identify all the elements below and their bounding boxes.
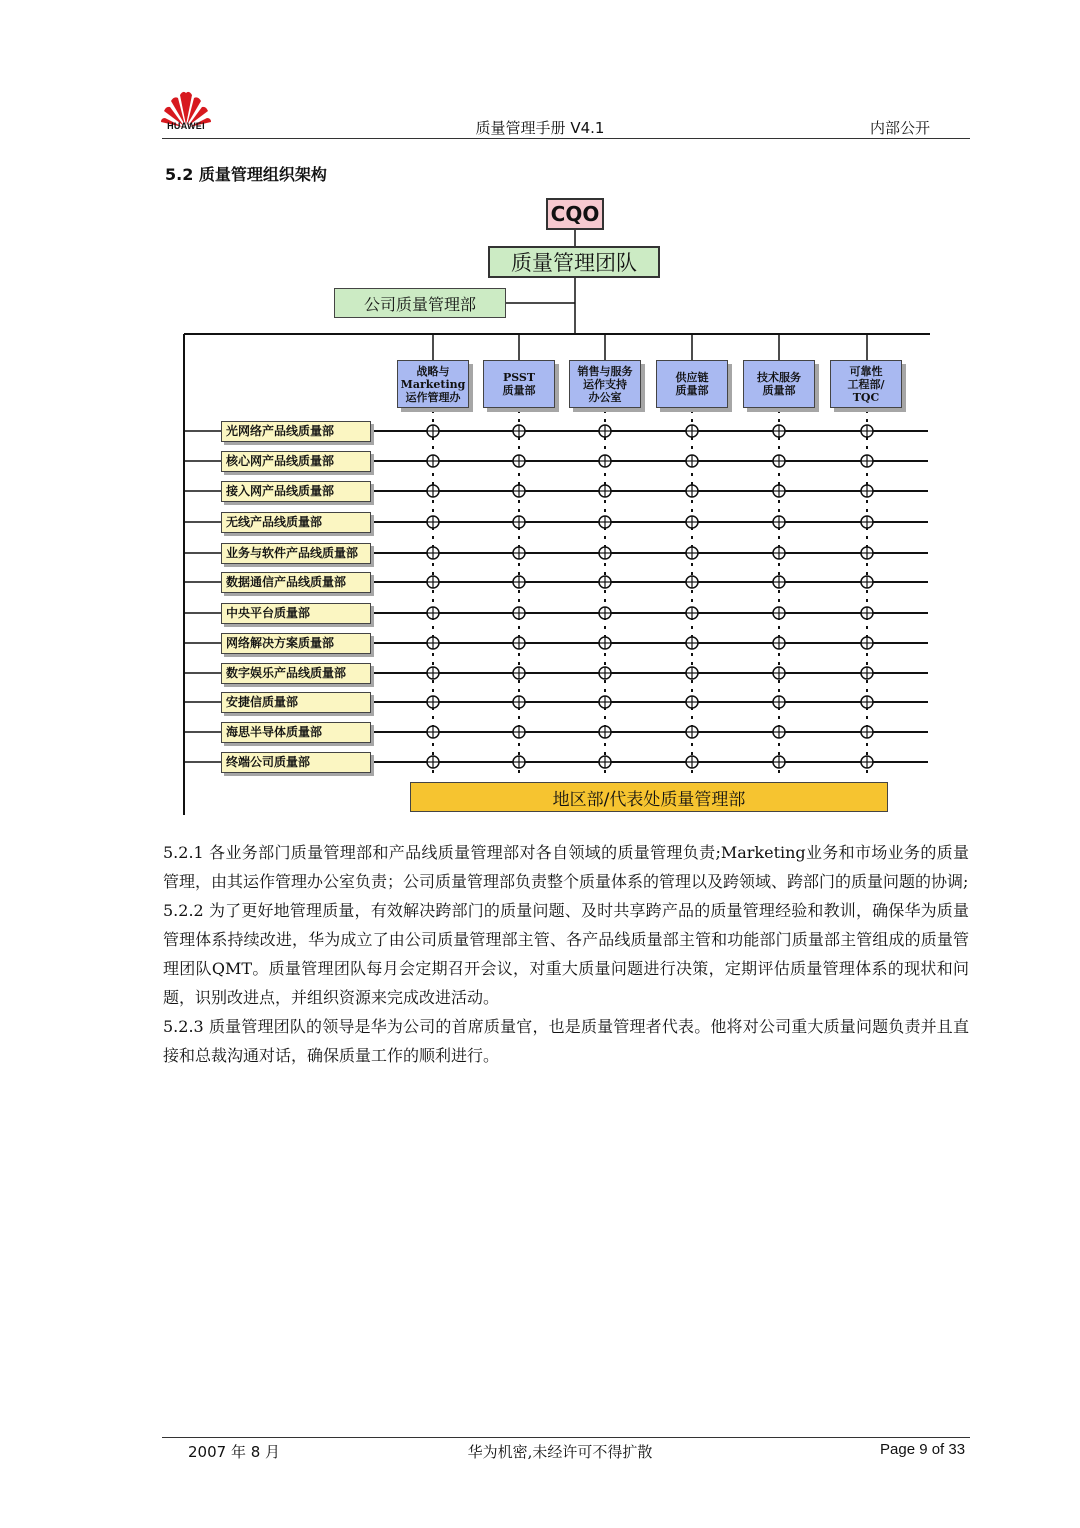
row-box: 核心网产品线质量部 bbox=[221, 451, 371, 472]
corporate-quality-dept-box: 公司质量管理部 bbox=[334, 288, 506, 318]
row-box: 业务与软件产品线质量部 bbox=[221, 543, 371, 564]
quality-team-box: 质量管理团队 bbox=[488, 246, 660, 278]
paragraph: 5.2.2 为了更好地管理质量，有效解决跨部门的质量问题、及时共享跨产品的质量管理经验和教训，确保华为质量管理体系持续改进，华为成立了由公司质量管理部主管、各产品线质量部主管和功能部门质量部主管组成的质量管理团队QMT。质量管理团队每月会定期召开会议，对重大质量问题进行决策，定期评估质量管理体系的现状和问题，识别改进点，并组织资源来完成改进活动。 bbox=[163, 901, 969, 1007]
cqo-box: CQO bbox=[546, 198, 604, 230]
row-box: 光网络产品线质量部 bbox=[221, 421, 371, 442]
row-box: 网络解决方案质量部 bbox=[221, 633, 371, 654]
paragraph: 5.2.1 各业务部门质量管理部和产品线质量管理部对各自领域的质量管理负责;Marketing业务和市场业务的质量管理，由其运作管理办公室负责；公司质量管理部负责整个质量体系的管理以及跨领域、跨部门的质量问题的协调; bbox=[163, 843, 969, 891]
footer-date: 2007 年 8 月 bbox=[188, 1443, 281, 1461]
page-number: Page 9 of 33 bbox=[880, 1441, 966, 1458]
column-box-tech-service: 技术服务 质量部 bbox=[743, 360, 815, 408]
column-box-sales-service: 销售与服务 运作支持 办公室 bbox=[569, 360, 641, 408]
column-box-strategy-marketing: 战略与 Marketing 运作管理办 bbox=[397, 360, 469, 408]
region-quality-dept-box: 地区部/代表处质量管理部 bbox=[410, 782, 888, 812]
column-box-psst: PSST 质量部 bbox=[483, 360, 555, 408]
row-box: 终端公司质量部 bbox=[221, 752, 371, 773]
row-box: 数字娱乐产品线质量部 bbox=[221, 663, 371, 684]
row-box: 海思半导体质量部 bbox=[221, 722, 371, 743]
footer-divider bbox=[162, 1437, 970, 1438]
body-text bbox=[163, 838, 969, 1070]
classification-label: 内部公开 bbox=[869, 119, 930, 137]
row-box: 接入网产品线质量部 bbox=[221, 481, 371, 502]
row-box: 安捷信质量部 bbox=[221, 692, 371, 713]
paragraph: 5.2.3 质量管理团队的领导是华为公司的首席质量官，也是质量管理者代表。他将对公司重大质量问题负责并且直接和总裁沟通对话，确保质量工作的顺利进行。 bbox=[163, 1017, 969, 1065]
row-box: 数据通信产品线质量部 bbox=[221, 572, 371, 593]
brand-name: HUAWEI bbox=[167, 121, 205, 131]
column-box-supply-chain: 供应链 质量部 bbox=[656, 360, 728, 408]
row-box: 无线产品线质量部 bbox=[221, 512, 371, 533]
column-box-reliability-tqc: 可靠性 工程部/ TQC bbox=[830, 360, 902, 408]
footer-confidentiality: 华为机密,未经许可不得扩散 bbox=[467, 1443, 653, 1461]
document-title: 质量管理手册 V4.1 bbox=[475, 119, 605, 137]
section-title: 5.2 质量管理组织架构 bbox=[165, 165, 327, 184]
row-box: 中央平台质量部 bbox=[221, 603, 371, 624]
